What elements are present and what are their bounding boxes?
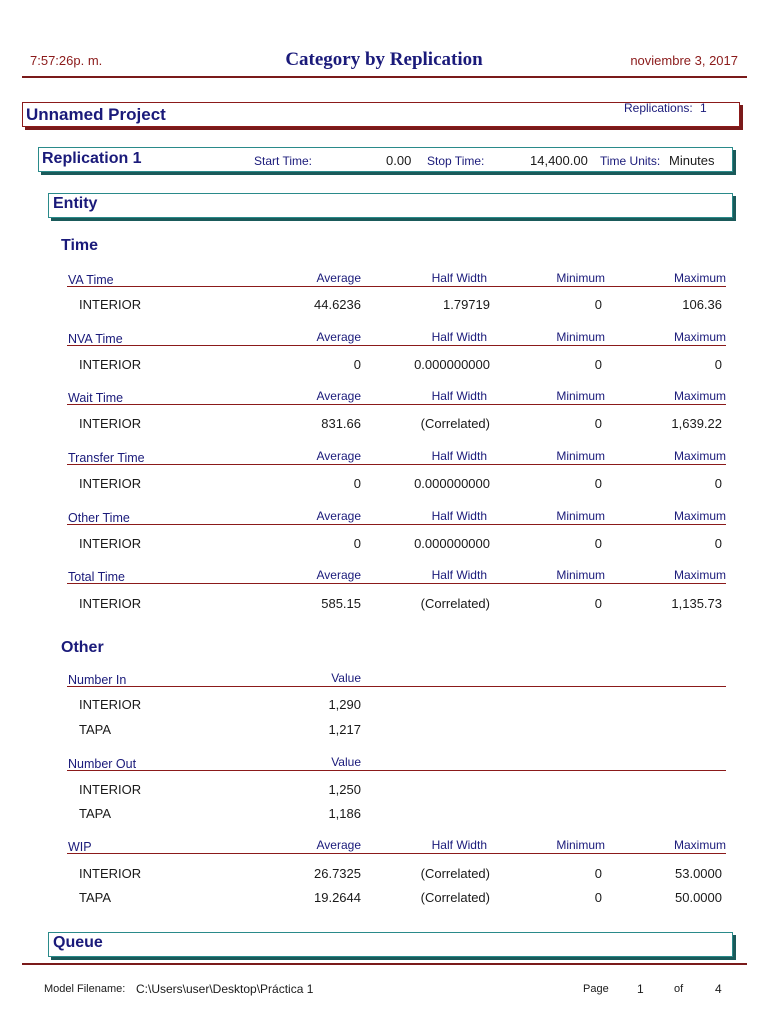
table-header-nva-time (67, 329, 726, 346)
cell-maximum: 50.0000 (675, 890, 722, 905)
cell-average: 0 (353, 476, 361, 491)
cell-maximum: 106.36 (682, 297, 722, 312)
cell-maximum: 0 (714, 476, 722, 491)
cell-minimum: 0 (594, 357, 602, 372)
cell-maximum: 1,639.22 (671, 416, 722, 431)
col-minimum: Minimum (556, 568, 605, 582)
cell-minimum: 0 (594, 536, 602, 551)
row-entity: INTERIOR (79, 476, 142, 491)
model-filename-label: Model Filename: (44, 983, 126, 995)
cell-minimum: 0 (594, 890, 602, 905)
cell-minimum: 0 (594, 476, 602, 491)
cell-average: 44.6236 (314, 297, 361, 312)
group-name: VA Time (68, 273, 114, 287)
row-entity: TAPA (79, 890, 112, 905)
group-name: Number Out (68, 757, 137, 771)
col-value: Value (331, 755, 361, 769)
col-minimum: Minimum (556, 330, 605, 344)
col-value: Value (331, 671, 361, 685)
col-half-width: Half Width (431, 509, 487, 523)
col-half-width: Half Width (431, 568, 487, 582)
col-average: Average (316, 449, 361, 463)
stop-time-label: Stop Time: (427, 154, 485, 168)
table-header-other-time (67, 508, 726, 525)
time-section-title: Time (61, 237, 99, 254)
cell-half-width: 0.000000000 (414, 536, 490, 551)
cell-maximum: 53.0000 (675, 866, 722, 881)
time-units-label: Time Units: (600, 154, 661, 168)
table-row (67, 866, 726, 882)
group-name: Wait Time (68, 391, 124, 405)
col-maximum: Maximum (673, 568, 726, 582)
page-number: 1 (637, 982, 644, 996)
project-title: Unnamed Project (26, 105, 166, 124)
table-row (67, 782, 726, 798)
table-row (67, 297, 726, 313)
col-average: Average (316, 509, 361, 523)
report-date: noviembre 3, 2017 (630, 53, 738, 68)
col-maximum: Maximum (673, 449, 726, 463)
stop-time-value: 14,400.00 (530, 153, 588, 168)
page-total: 4 (715, 982, 722, 996)
row-entity: INTERIOR (79, 357, 142, 372)
entity-title: Entity (53, 195, 98, 212)
replications-value: 1 (700, 101, 707, 115)
row-entity: INTERIOR (79, 596, 142, 611)
col-half-width: Half Width (431, 449, 487, 463)
col-half-width: Half Width (431, 389, 487, 403)
col-maximum: Maximum (673, 509, 726, 523)
report-title: Category by Replication (285, 49, 483, 70)
col-average: Average (316, 389, 361, 403)
report-time: 7:57:26p. m. (30, 53, 103, 68)
row-entity: INTERIOR (79, 697, 142, 712)
col-half-width: Half Width (431, 330, 487, 344)
table-row (67, 697, 726, 713)
cell-average: 0 (353, 536, 361, 551)
table-row (67, 476, 726, 492)
start-time-value: 0.00 (386, 153, 412, 168)
cell-average: 26.7325 (314, 866, 361, 881)
row-entity: TAPA (79, 722, 112, 737)
replication-title: Replication 1 (42, 150, 142, 167)
table-row (67, 806, 726, 822)
table-header-total-time (67, 567, 726, 584)
model-filename-path: C:\Users\user\Desktop\Práctica 1 (136, 982, 314, 996)
table-row (67, 890, 726, 906)
footer-divider (22, 963, 747, 965)
other-section-title: Other (61, 639, 104, 656)
cell-average: 585.15 (321, 596, 361, 611)
cell-half-width: 0.000000000 (414, 476, 490, 491)
cell-maximum: 1,135.73 (671, 596, 722, 611)
col-average: Average (316, 838, 361, 852)
cell-half-width: 1.79719 (443, 297, 490, 312)
group-name: Number In (68, 673, 127, 687)
cell-half-width: 0.000000000 (414, 357, 490, 372)
replications-label: Replications: (624, 101, 693, 115)
cell-half-width: (Correlated) (420, 890, 490, 905)
group-name: WIP (68, 840, 92, 854)
cell-maximum: 0 (714, 536, 722, 551)
cell-average: 831.66 (321, 416, 361, 431)
col-minimum: Minimum (556, 389, 605, 403)
table-row (67, 596, 726, 612)
start-time-label: Start Time: (254, 154, 313, 168)
table-header-wip (67, 837, 726, 854)
col-minimum: Minimum (556, 449, 605, 463)
col-minimum: Minimum (556, 271, 605, 285)
col-half-width: Half Width (431, 838, 487, 852)
cell-value: 1,217 (328, 722, 361, 737)
cell-maximum: 0 (714, 357, 722, 372)
row-entity: INTERIOR (79, 297, 142, 312)
cell-minimum: 0 (594, 297, 602, 312)
cell-average: 0 (353, 357, 361, 372)
row-entity: INTERIOR (79, 536, 142, 551)
table-row (67, 357, 726, 373)
col-average: Average (316, 568, 361, 582)
page-label: Page (583, 983, 609, 995)
table-header-number-out (67, 754, 726, 771)
table-row (67, 536, 726, 552)
of-label: of (674, 983, 684, 995)
cell-value: 1,290 (328, 697, 361, 712)
row-entity: TAPA (79, 806, 112, 821)
col-half-width: Half Width (431, 271, 487, 285)
group-name: NVA Time (68, 332, 123, 346)
entity-box (48, 193, 733, 218)
cell-half-width: (Correlated) (420, 596, 490, 611)
col-average: Average (316, 271, 361, 285)
queue-title: Queue (53, 934, 103, 951)
table-header-va-time (67, 270, 726, 287)
table-row (67, 722, 726, 738)
row-entity: INTERIOR (79, 416, 142, 431)
cell-minimum: 0 (594, 596, 602, 611)
col-maximum: Maximum (673, 271, 726, 285)
cell-average: 19.2644 (314, 890, 361, 905)
group-name: Total Time (68, 570, 125, 584)
cell-minimum: 0 (594, 416, 602, 431)
col-maximum: Maximum (673, 838, 726, 852)
table-header-wait-time (67, 388, 726, 405)
row-entity: INTERIOR (79, 782, 142, 797)
row-entity: INTERIOR (79, 866, 142, 881)
group-name: Transfer Time (68, 451, 145, 465)
col-maximum: Maximum (673, 389, 726, 403)
cell-value: 1,186 (328, 806, 361, 821)
col-maximum: Maximum (673, 330, 726, 344)
col-minimum: Minimum (556, 509, 605, 523)
queue-box (48, 932, 733, 957)
table-header-transfer-time (67, 448, 726, 465)
table-header-number-in (67, 670, 726, 687)
table-row (67, 416, 726, 432)
time-units-value: Minutes (669, 153, 715, 168)
cell-half-width: (Correlated) (420, 866, 490, 881)
cell-value: 1,250 (328, 782, 361, 797)
cell-half-width: (Correlated) (420, 416, 490, 431)
header-divider (22, 76, 747, 78)
col-minimum: Minimum (556, 838, 605, 852)
group-name: Other Time (68, 511, 130, 525)
cell-minimum: 0 (594, 866, 602, 881)
col-average: Average (316, 330, 361, 344)
